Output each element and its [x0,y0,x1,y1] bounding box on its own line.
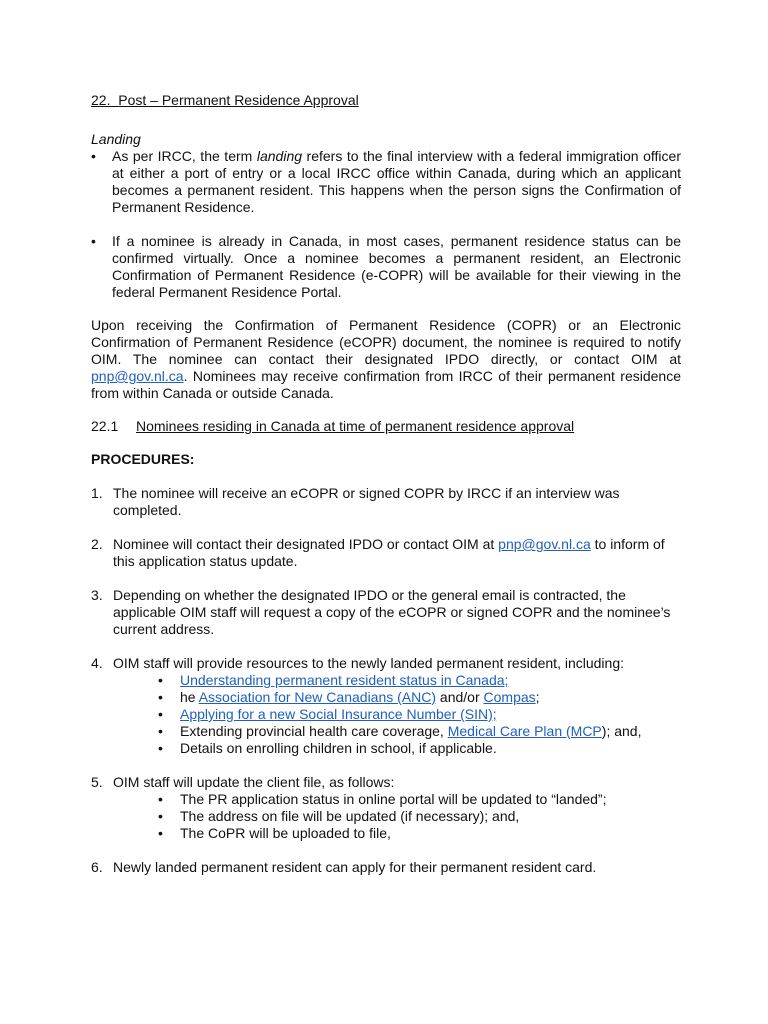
client-file-list [113,791,681,842]
document-page [91,92,681,876]
resource-item: • he Association for New Canadians (ANC) and/or Compas; [158,689,681,706]
client-file-item: • The address on file will be updated (if necessary); and, [158,808,681,825]
client-file-item: • The PR application status in online portal will be updated to “landed”; [158,791,681,808]
landing-term: landing [256,148,303,164]
procedure-step-4: 4. OIM staff will provide resources to the newly landed permanent resident, including: • Understanding permanent resident status in Canada; • he Association for New Canadians (ANC) and/or Compas; • Applying for a new Social Insurance Number (SIN); • Extending provincial health care coverage, Medical Care Plan (MCP); and, • Details on enrolling children in school, if applicable. [91,655,681,757]
email-link[interactable]: pnp@gov.nl.ca [91,368,184,384]
procedure-step-5: 5. OIM staff will update the client file, as follows: • The PR application status in online portal will be updated to “landed”; • The address on file will be updated (if necessary); and, • The CoPR will be uploaded to file, [91,774,681,842]
procedure-step-1: 1. The nominee will receive an eCOPR or signed COPR by IRCC if an interview was completed. [91,485,620,518]
anc-link[interactable]: Association for New Canadians (ANC) [198,689,437,705]
mcp-link[interactable]: Medical Care Plan (MCP [447,723,602,739]
subsection-heading [91,418,681,435]
resource-item: • Extending provincial health care coverage, Medical Care Plan (MCP); and, [158,723,681,740]
sin-link[interactable]: Applying for a new Social Insurance Number (SIN); [180,706,497,722]
resource-item [158,706,681,723]
resource-item: • Details on enrolling children in school, if applicable. [158,740,681,757]
procedure-step-2: 2. Nominee will contact their designated IPDO or contact OIM at pnp@gov.nl.ca to inform of this application status update. [91,536,665,569]
procedure-step-6: 6. Newly landed permanent resident can apply for their permanent resident card. [91,859,597,875]
landing-bullet-2: • If a nominee is already in Canada, in most cases, permanent residence status can be confirmed virtually. Once a nominee becomes a permanent resident, an Electronic Confirmation of Permanent Residence (e-COPR) will be available for their viewing in the federal Permanent Residence Portal. [91,233,681,301]
pr-status-link[interactable]: Understanding permanent resident status in Canada; [180,672,509,688]
section-number: 22. [91,92,111,108]
procedure-step-3: 3. Depending on whether the designated IPDO or the general email is contracted, the applicable OIM staff will request a copy of the eCOPR or signed COPR and the nominee’s current address. [91,587,671,637]
client-file-item: • The CoPR will be uploaded to file, [158,825,681,842]
landing-bullet-1: • As per IRCC, the term landing refers to the final interview with a federal immigration officer at either a port of entry or a local IRCC office within Canada, during which an applicant becomes a permanent resident. This happens when the person signs the Confirmation of Permanent Residence. [91,148,681,216]
section-heading [91,92,681,109]
landing-bullets [91,148,681,301]
resource-item [158,672,681,689]
landing-label: Landing [91,131,141,147]
section-title: Post – Permanent Residence Approval [118,92,359,108]
procedures-list [91,485,681,876]
procedures-heading: PROCEDURES: [91,451,195,467]
resources-list [113,672,681,757]
compas-link[interactable]: Compas [483,689,536,705]
subsection-number: 22.1 [91,418,119,434]
email-link[interactable]: pnp@gov.nl.ca [498,536,591,552]
subsection-title: Nominees residing in Canada at time of permanent residence approval [136,418,575,434]
intro-paragraph: Upon receiving the Confirmation of Permanent Residence (COPR) or an Electronic Confirmation of Permanent Residence (eCOPR) document, the nominee is required to notify OIM. The nominee can contact their designated IPDO directly, or contact OIM at pnp@gov.nl.ca. Nominees may receive confirmation from IRCC of their permanent residence from within Canada or outside Canada. [91,317,681,401]
